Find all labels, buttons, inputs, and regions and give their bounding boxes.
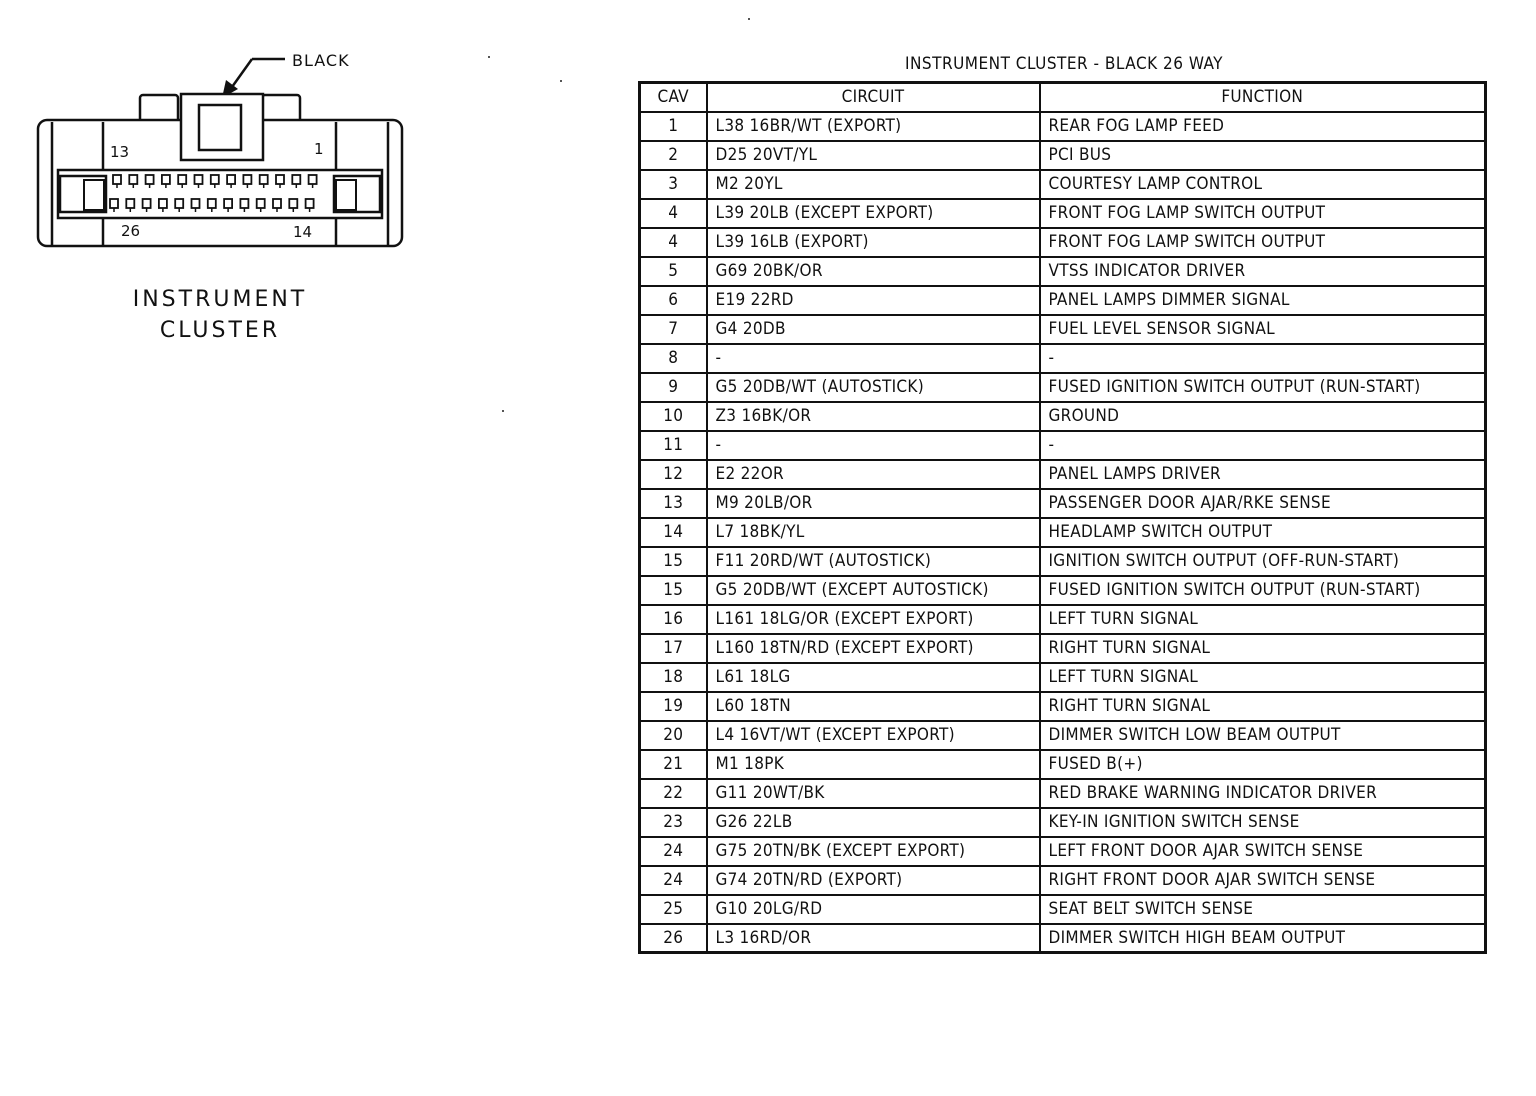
cell-function: -: [1040, 431, 1486, 460]
cell-circuit: L7 18BK/YL: [707, 518, 1040, 547]
cell-circuit: Z3 16BK/OR: [707, 402, 1040, 431]
bottom-pin-terminal: [143, 199, 151, 208]
cell-cav: 4: [640, 228, 707, 257]
cell-function: KEY-IN IGNITION SWITCH SENSE: [1040, 808, 1486, 837]
connector-diagram: [0, 0, 420, 260]
bottom-pin-terminal: [257, 199, 265, 208]
pin-number-14: 14: [293, 223, 313, 241]
cell-function: VTSS INDICATOR DRIVER: [1040, 257, 1486, 286]
header-function: FUNCTION: [1040, 83, 1486, 112]
cell-function: FRONT FOG LAMP SWITCH OUTPUT: [1040, 199, 1486, 228]
scan-speck: [488, 56, 490, 58]
table-row: [640, 634, 1486, 663]
cell-cav: 24: [640, 837, 707, 866]
cell-cav: 25: [640, 895, 707, 924]
table-row: [640, 286, 1486, 315]
pinout-table: [638, 81, 1487, 954]
cell-cav: 18: [640, 663, 707, 692]
cell-function: PCI BUS: [1040, 141, 1486, 170]
table-row: [640, 663, 1486, 692]
top-pin-terminal: [276, 175, 284, 184]
cell-circuit: G75 20TN/BK (EXCEPT EXPORT): [707, 837, 1040, 866]
cell-cav: 1: [640, 112, 707, 141]
cell-function: DIMMER SWITCH HIGH BEAM OUTPUT: [1040, 924, 1486, 953]
cell-circuit: L4 16VT/WT (EXCEPT EXPORT): [707, 721, 1040, 750]
cell-circuit: M2 20YL: [707, 170, 1040, 199]
cell-cav: 16: [640, 605, 707, 634]
cell-function: LEFT FRONT DOOR AJAR SWITCH SENSE: [1040, 837, 1486, 866]
connector-body: [38, 94, 402, 246]
cell-cav: 3: [640, 170, 707, 199]
cell-circuit: L3 16RD/OR: [707, 924, 1040, 953]
cell-circuit: G26 22LB: [707, 808, 1040, 837]
cell-function: REAR FOG LAMP FEED: [1040, 112, 1486, 141]
cell-circuit: M9 20LB/OR: [707, 489, 1040, 518]
table-row: [640, 228, 1486, 257]
table-row: [640, 924, 1486, 953]
bottom-pin-terminal: [126, 199, 134, 208]
top-pin-terminal: [146, 175, 154, 184]
cell-circuit: -: [707, 431, 1040, 460]
top-pin-terminal: [195, 175, 203, 184]
bottom-pin-terminal: [208, 199, 216, 208]
cell-circuit: D25 20VT/YL: [707, 141, 1040, 170]
bottom-pin-terminal: [273, 199, 281, 208]
cell-function: RIGHT TURN SIGNAL: [1040, 634, 1486, 663]
pin-number-13: 13: [110, 143, 130, 161]
bottom-pin-terminal: [289, 199, 297, 208]
table-body: [640, 112, 1486, 953]
cell-cav: 2: [640, 141, 707, 170]
cell-function: LEFT TURN SIGNAL: [1040, 663, 1486, 692]
cell-circuit: M1 18PK: [707, 750, 1040, 779]
cell-cav: 15: [640, 576, 707, 605]
cell-function: FUEL LEVEL SENSOR SIGNAL: [1040, 315, 1486, 344]
cell-function: DIMMER SWITCH LOW BEAM OUTPUT: [1040, 721, 1486, 750]
cell-cav: 21: [640, 750, 707, 779]
cell-cav: 20: [640, 721, 707, 750]
bottom-pin-terminal: [240, 199, 248, 208]
header-cav: CAV: [640, 83, 707, 112]
cell-cav: 17: [640, 634, 707, 663]
cell-circuit: -: [707, 344, 1040, 373]
bottom-pin-terminal: [159, 199, 167, 208]
cell-function: PASSENGER DOOR AJAR/RKE SENSE: [1040, 489, 1486, 518]
cell-circuit: G5 20DB/WT (AUTOSTICK): [707, 373, 1040, 402]
scan-speck: [502, 410, 504, 412]
cell-cav: 10: [640, 402, 707, 431]
cell-function: FUSED IGNITION SWITCH OUTPUT (RUN-START): [1040, 373, 1486, 402]
cell-circuit: L39 16LB (EXPORT): [707, 228, 1040, 257]
cell-circuit: E2 22OR: [707, 460, 1040, 489]
table-row: [640, 866, 1486, 895]
cell-function: HEADLAMP SWITCH OUTPUT: [1040, 518, 1486, 547]
table-row: [640, 257, 1486, 286]
table-row: [640, 721, 1486, 750]
cell-circuit: L161 18LG/OR (EXCEPT EXPORT): [707, 605, 1040, 634]
table-row: [640, 750, 1486, 779]
pin-number-26: 26: [121, 222, 141, 240]
connector-color-label: BLACK: [292, 51, 350, 70]
cell-cav: 26: [640, 924, 707, 953]
cell-cav: 11: [640, 431, 707, 460]
top-pin-terminal: [309, 175, 317, 184]
cell-circuit: G11 20WT/BK: [707, 779, 1040, 808]
cell-circuit: L61 18LG: [707, 663, 1040, 692]
table-row: [640, 547, 1486, 576]
cell-function: RIGHT TURN SIGNAL: [1040, 692, 1486, 721]
cell-function: RED BRAKE WARNING INDICATOR DRIVER: [1040, 779, 1486, 808]
table-row: [640, 315, 1486, 344]
cell-circuit: G4 20DB: [707, 315, 1040, 344]
bottom-pin-terminal: [110, 199, 118, 208]
table-row: [640, 489, 1486, 518]
diagram-caption: [105, 284, 335, 346]
cell-function: SEAT BELT SWITCH SENSE: [1040, 895, 1486, 924]
top-pin-terminal: [227, 175, 235, 184]
top-pin-terminal: [260, 175, 268, 184]
cell-circuit: L39 20LB (EXCEPT EXPORT): [707, 199, 1040, 228]
table-row: [640, 344, 1486, 373]
cell-function: COURTESY LAMP CONTROL: [1040, 170, 1486, 199]
table-row: [640, 837, 1486, 866]
cell-cav: 12: [640, 460, 707, 489]
table-row: [640, 895, 1486, 924]
cell-cav: 22: [640, 779, 707, 808]
bottom-pin-terminal: [224, 199, 232, 208]
cell-circuit: G69 20BK/OR: [707, 257, 1040, 286]
cell-circuit: L160 18TN/RD (EXCEPT EXPORT): [707, 634, 1040, 663]
cell-cav: 13: [640, 489, 707, 518]
cell-function: -: [1040, 344, 1486, 373]
cell-cav: 8: [640, 344, 707, 373]
table-row: [640, 199, 1486, 228]
bottom-pin-terminal: [306, 199, 314, 208]
cell-cav: 4: [640, 199, 707, 228]
caption-line-1: INSTRUMENT: [132, 287, 308, 312]
cell-function: GROUND: [1040, 402, 1486, 431]
table-row: [640, 112, 1486, 141]
top-pin-terminal: [129, 175, 137, 184]
scan-speck: [748, 18, 750, 20]
table-row: [640, 518, 1486, 547]
cell-cav: 9: [640, 373, 707, 402]
cell-circuit: G5 20DB/WT (EXCEPT AUTOSTICK): [707, 576, 1040, 605]
table-row: [640, 141, 1486, 170]
table-header-row: [640, 83, 1486, 112]
cell-cav: 7: [640, 315, 707, 344]
cell-circuit: L60 18TN: [707, 692, 1040, 721]
table-row: [640, 692, 1486, 721]
table-row: [640, 779, 1486, 808]
header-circuit: CIRCUIT: [707, 83, 1040, 112]
table-row: [640, 576, 1486, 605]
caption-line-2: CLUSTER: [159, 318, 281, 343]
cell-function: PANEL LAMPS DRIVER: [1040, 460, 1486, 489]
cell-function: IGNITION SWITCH OUTPUT (OFF-RUN-START): [1040, 547, 1486, 576]
top-pin-terminal: [211, 175, 219, 184]
bottom-pin-terminal: [192, 199, 200, 208]
cell-circuit: G10 20LG/RD: [707, 895, 1040, 924]
top-pin-terminal: [113, 175, 121, 184]
pin-number-1: 1: [314, 140, 324, 158]
cell-function: FRONT FOG LAMP SWITCH OUTPUT: [1040, 228, 1486, 257]
table-row: [640, 170, 1486, 199]
scan-speck: [560, 80, 562, 82]
top-pin-terminal: [292, 175, 300, 184]
top-pin-terminal: [162, 175, 170, 184]
cell-cav: 15: [640, 547, 707, 576]
cell-cav: 23: [640, 808, 707, 837]
cell-function: RIGHT FRONT DOOR AJAR SWITCH SENSE: [1040, 866, 1486, 895]
cell-function: LEFT TURN SIGNAL: [1040, 605, 1486, 634]
cell-cav: 14: [640, 518, 707, 547]
table-row: [640, 808, 1486, 837]
cell-cav: 5: [640, 257, 707, 286]
top-pin-terminal: [243, 175, 251, 184]
cell-circuit: G74 20TN/RD (EXPORT): [707, 866, 1040, 895]
cell-cav: 6: [640, 286, 707, 315]
bottom-pin-terminal: [175, 199, 183, 208]
cell-circuit: E19 22RD: [707, 286, 1040, 315]
table-row: [640, 402, 1486, 431]
table-row: [640, 373, 1486, 402]
cell-function: FUSED IGNITION SWITCH OUTPUT (RUN-START): [1040, 576, 1486, 605]
cell-function: PANEL LAMPS DIMMER SIGNAL: [1040, 286, 1486, 315]
table-row: [640, 460, 1486, 489]
cell-circuit: F11 20RD/WT (AUTOSTICK): [707, 547, 1040, 576]
table-row: [640, 605, 1486, 634]
table-row: [640, 431, 1486, 460]
cell-cav: 19: [640, 692, 707, 721]
top-pin-terminal: [178, 175, 186, 184]
black-label-arrow: [232, 59, 285, 87]
cell-cav: 24: [640, 866, 707, 895]
table-title: INSTRUMENT CLUSTER - BLACK 26 WAY: [904, 54, 1224, 74]
cell-circuit: L38 16BR/WT (EXPORT): [707, 112, 1040, 141]
cell-function: FUSED B(+): [1040, 750, 1486, 779]
